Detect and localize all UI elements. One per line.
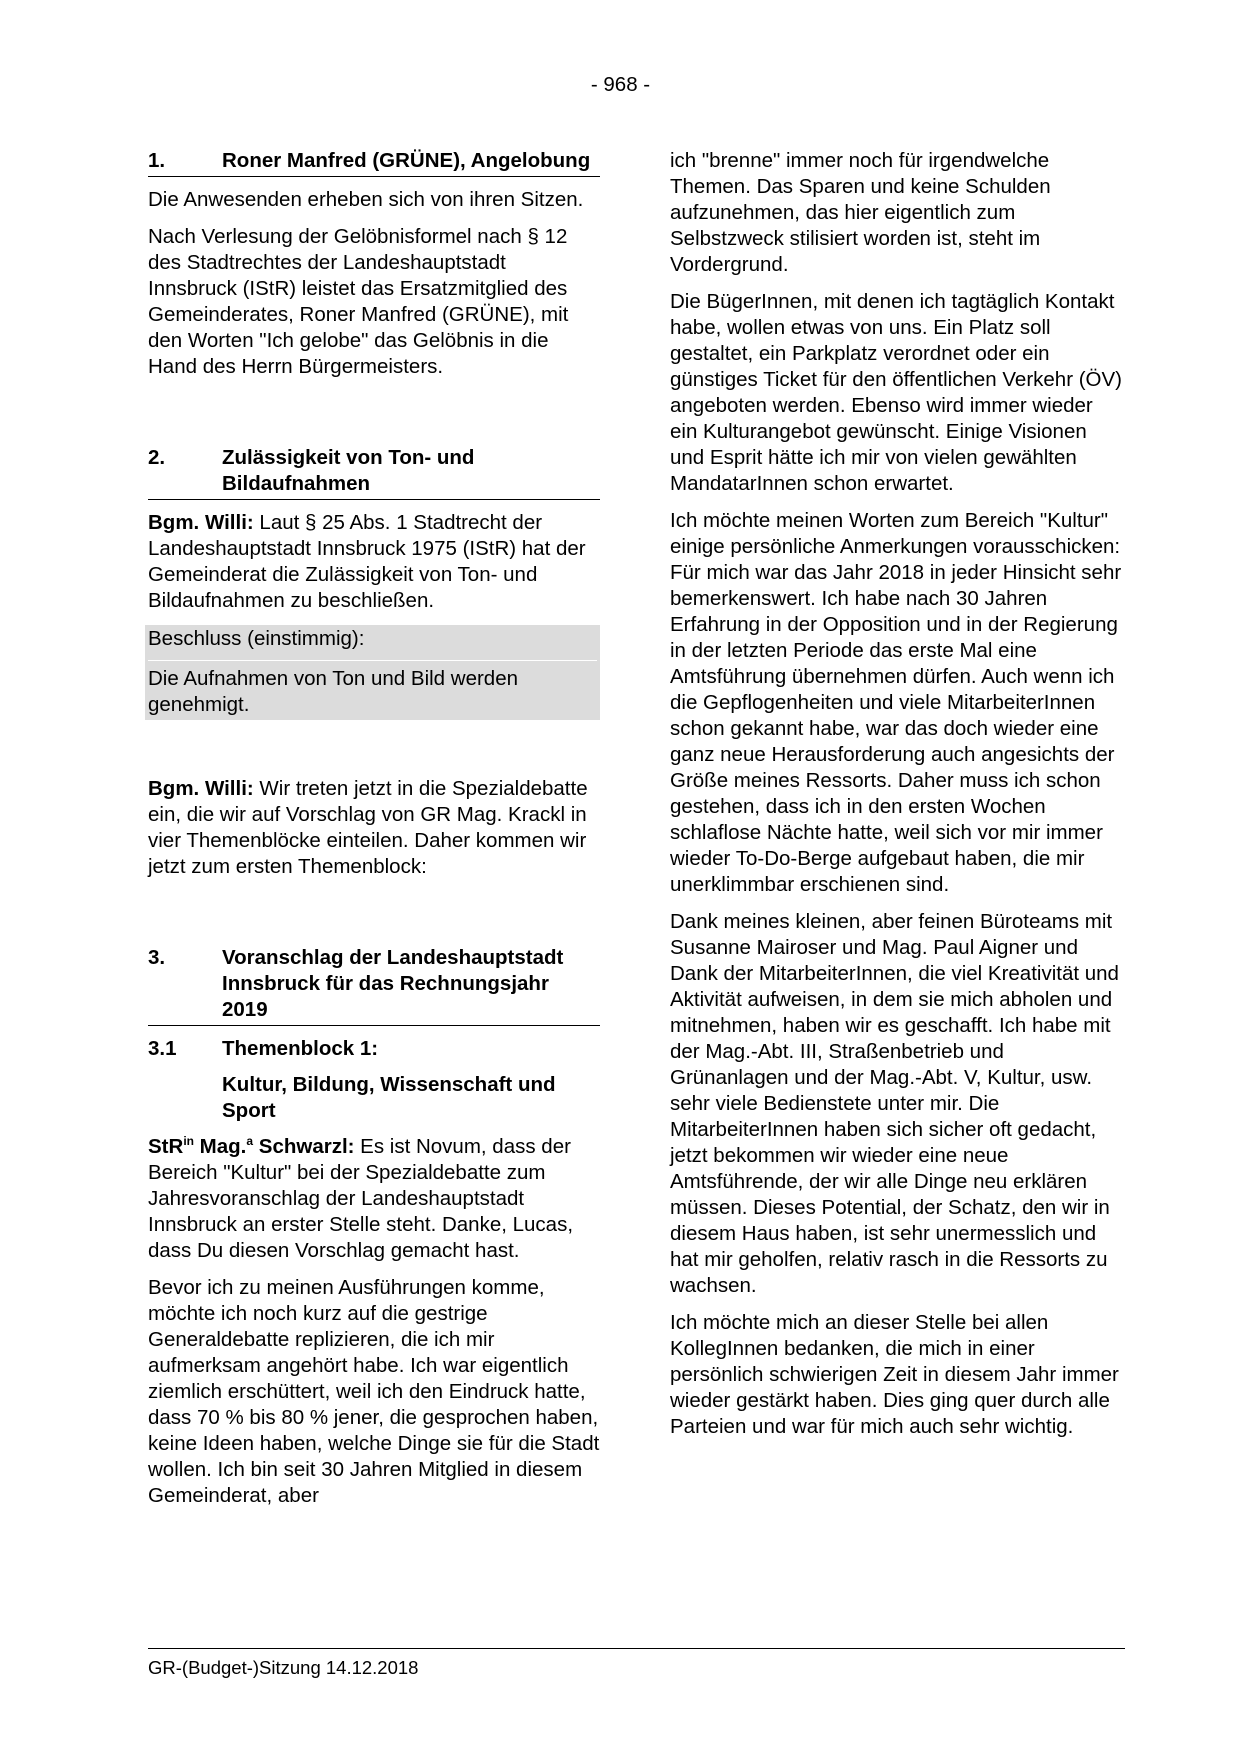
subsection-subtitle: Kultur, Bildung, Wissenschaft und Sport [222, 1073, 556, 1122]
speaker-name: Bgm. Willi: [148, 777, 254, 800]
paragraph [148, 776, 600, 880]
speaker-name: Bgm. Willi: [148, 511, 254, 534]
speech-text: Es ist Novum, dass der Bereich "Kultur" bei der Spezialdebatte zum Jahresvoranschlag der Landeshauptstadt Innsbruck an erster Stelle steht. Danke, Lucas, dass Du diesen Vorschlag gemacht hast. [148, 1135, 574, 1262]
paragraph: Bevor ich zu meinen Ausführungen komme, möchte ich noch kurz auf die gestrige Generaldebatte replizieren, die ich mir aufmerksam angehört habe. Ich war eigentlich ziemlich erschüttert, weil ich den Eindruck hatte, dass 70 % bis 80 % jener, die gesprochen haben, keine Ideen haben, welche Dinge sie für die Stadt wollen. Ich bin seit 30 Jahren Mitglied in diesem Gemeinderat, aber [148, 1276, 600, 1507]
section-title: Voranschlag der Landeshauptstadt Innsbruck für das Rechnungsjahr 2019 [222, 946, 564, 1021]
subsection-number: 3.1 [148, 1037, 177, 1060]
paragraph: Nach Verlesung der Gelöbnisformel nach § 12 des Stadtrechtes der Landeshauptstadt Innsbruck (IStR) leistet das Ersatzmitglied des Gemeinderates, Roner Manfred (GRÜNE), mit den Worten "Ich gelobe" das Gelöbnis in die Hand des Herrn Bürgermeisters. [148, 225, 569, 378]
speaker-name: StR$^{in}$ Mag.$^a$ Schwarzl: [148, 1134, 355, 1158]
section-number: 2. [148, 446, 166, 469]
subsection-subtitle-row [148, 1072, 600, 1124]
paragraph: Die BügerInnen, mit denen ich tagtäglich Kontakt habe, wollen etwas von uns. Ein Platz soll gestaltet, ein Parkplatz verordnet oder ein günstiges Ticket für den öffentlichen Verkehr (ÖV) angeboten werden. Ebenso wird immer wieder ein Kulturangebot gewünscht. Einige Visionen und Esprit hätte ich mir von vielen gewählten MandatarInnen schon erwartet. [670, 290, 1123, 495]
paragraph: Die Anwesenden erheben sich von ihren Sitzen. [148, 188, 584, 211]
decision-text: Die Aufnahmen von Ton und Bild werden genehmigt. [148, 667, 519, 716]
right-column [670, 148, 1125, 1451]
section-3-heading [148, 945, 600, 1026]
subsection-heading [148, 1036, 600, 1062]
paragraph: ich "brenne" immer noch für irgendwelche Themen. Das Sparen und keine Schulden aufzunehmen, das hier eigentlich zum Selbstzweck stilisiert worden ist, steht im Vordergrund. [670, 149, 1051, 276]
page-number: - 968 - [590, 73, 651, 96]
subsection-title: Themenblock 1: [222, 1037, 379, 1060]
left-column [148, 148, 600, 1520]
decision-box [145, 625, 600, 720]
section-1-heading [148, 148, 600, 177]
decision-label: Beschluss (einstimmig): [148, 625, 597, 661]
section-2-heading [148, 445, 600, 500]
paragraph: Dank meines kleinen, aber feinen Büroteams mit Susanne Mairoser und Mag. Paul Aigner und Dank der MitarbeiterInnen, die viel Kreativität und Aktivität aufweisen, in dem sie mich abholen und mitnehmen, haben wir es geschafft. Ich habe mit der Mag.-Abt. III, Straßenbetrieb und Grünanlagen und der Mag.-Abt. V, Kultur, usw. sehr viele Bedienstete unter mir. Die MitarbeiterInnen haben sich sicher oft gedacht, jetzt bekommen wir wieder eine neue Amtsführende, der wir alle Dinge neu erklären müssen. Dieses Potential, der Schatz, den wir in diesem Haus haben, ist sehr unermesslich und hat mir geholfen, relativ rasch in die Ressorts zu wachsen. [670, 910, 1119, 1297]
section-number: 3. [148, 946, 166, 969]
section-title: Roner Manfred (GRÜNE), Angelobung [222, 149, 591, 172]
section-number: 1. [148, 149, 166, 172]
paragraph: Ich möchte mich an dieser Stelle bei allen KollegInnen bedanken, die mich in einer persönlich schwierigen Zeit in diesem Jahr immer wieder gestärkt haben. Dies ging quer durch alle Parteien und war für mich auch sehr wichtig. [670, 1311, 1119, 1438]
speech-text: Laut § 25 Abs. 1 Stadtrecht der Landeshauptstadt Innsbruck 1975 (IStR) hat der Gemeinderat die Zulässigkeit von Ton- und Bildaufnahmen zu beschließen. [148, 511, 586, 612]
paragraph [148, 510, 600, 614]
speech-text: Wir treten jetzt in die Spezialdebatte ein, die wir auf Vorschlag von GR Mag. Krackl in vier Themenblöcke einteilen. Daher kommen wir jetzt zum ersten Themenblock: [148, 777, 588, 878]
paragraph [148, 1134, 600, 1264]
section-title: Zulässigkeit von Ton- und Bildaufnahmen [222, 446, 475, 495]
paragraph: Ich möchte meinen Worten zum Bereich "Kultur" einige persönliche Anmerkungen vorausschicken: Für mich war das Jahr 2018 in jeder Hinsicht sehr bemerkenswert. Ich habe nach 30 Jahren Erfahrung in der Opposition und in der Regierung in der letzten Periode das erste Mal eine Amtsführung übernehmen dürfen. Auch wenn ich die Gepflogenheiten und viele MitarbeiterInnen schon gekannt habe, war das doch wieder eine ganz neue Herausforderung auch angesichts der Größe meines Ressorts. Daher muss ich schon gestehen, dass ich in den ersten Wochen schlaflose Nächte hatte, weil sich vor mir immer wieder To-Do-Berge aufgebaut haben, die mir unerklimmbar erschienen sind. [670, 509, 1122, 896]
page-footer: GR-(Budget-)Sitzung 14.12.2018 [148, 1648, 1125, 1681]
